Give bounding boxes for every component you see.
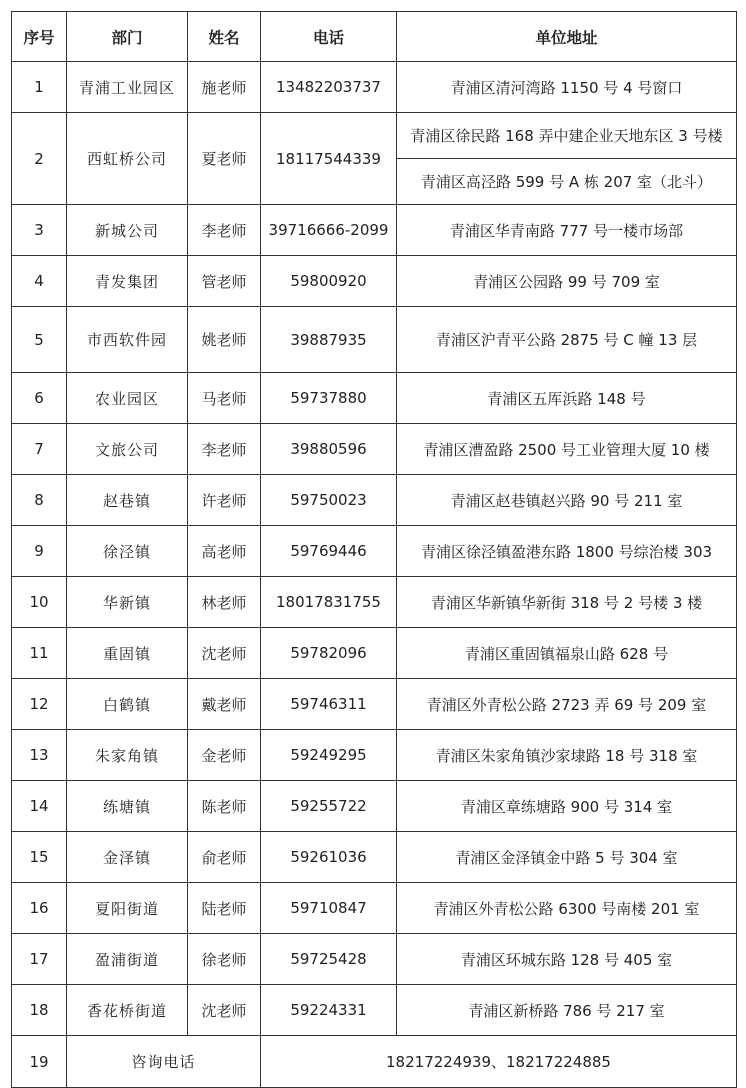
row-no: 18: [12, 985, 67, 1036]
row-phone: 59710847: [261, 883, 397, 934]
row-address: 青浦区章练塘路 900 号 314 室: [397, 781, 737, 832]
header-name: 姓名: [188, 12, 261, 62]
row-phone: 59800920: [261, 256, 397, 307]
row-address: 青浦区赵巷镇赵兴路 90 号 211 室: [397, 475, 737, 526]
row-no: 11: [12, 628, 67, 679]
row-address: 青浦区华青南路 777 号一楼市场部: [397, 205, 737, 256]
table-row: [12, 526, 737, 577]
row-name: 高老师: [188, 526, 261, 577]
footer-label: 咨询电话: [67, 1036, 261, 1088]
row-dept: 青发集团: [67, 256, 188, 307]
row-name: 陆老师: [188, 883, 261, 934]
table-row: [12, 934, 737, 985]
row-phone: 59224331: [261, 985, 397, 1036]
table-row: [12, 424, 737, 475]
table-row: [12, 781, 737, 832]
row-no: 13: [12, 730, 67, 781]
row-dept: 华新镇: [67, 577, 188, 628]
row-name: 林老师: [188, 577, 261, 628]
row-address: 青浦区沪青平公路 2875 号 C 幢 13 层: [397, 307, 737, 373]
row-name: 李老师: [188, 424, 261, 475]
row-name: 马老师: [188, 373, 261, 424]
row-no: 1: [12, 62, 67, 113]
row-dept: 金泽镇: [67, 832, 188, 883]
row-no: 3: [12, 205, 67, 256]
row-name: 施老师: [188, 62, 261, 113]
row-dept: 文旅公司: [67, 424, 188, 475]
table-row: [12, 832, 737, 883]
row-dept: 重固镇: [67, 628, 188, 679]
contacts-table: [11, 11, 737, 1088]
row-no: 10: [12, 577, 67, 628]
row-dept: 西虹桥公司: [67, 113, 188, 205]
row-address: 青浦区五厍浜路 148 号: [397, 373, 737, 424]
row-no: 12: [12, 679, 67, 730]
row-phone: 59725428: [261, 934, 397, 985]
row-phone: 59255722: [261, 781, 397, 832]
row-name: 金老师: [188, 730, 261, 781]
row-phone: 59737880: [261, 373, 397, 424]
row-no: 4: [12, 256, 67, 307]
row-name: 姚老师: [188, 307, 261, 373]
row-no: 9: [12, 526, 67, 577]
row-no: 2: [12, 113, 67, 205]
table-row: [12, 307, 737, 373]
table-row: [12, 679, 737, 730]
row-phone: 18117544339: [261, 113, 397, 205]
table-row: [12, 628, 737, 679]
table-row: [12, 113, 737, 159]
header-dept: 部门: [67, 12, 188, 62]
header-no: 序号: [12, 12, 67, 62]
row-name: 徐老师: [188, 934, 261, 985]
footer-no: 19: [12, 1036, 67, 1088]
row-dept: 青浦工业园区: [67, 62, 188, 113]
row-address: 青浦区清河湾路 1150 号 4 号窗口: [397, 62, 737, 113]
row-phone: 59261036: [261, 832, 397, 883]
header-row: [12, 12, 737, 62]
row-phone: 39880596: [261, 424, 397, 475]
row-address-secondary: 青浦区高泾路 599 号 A 栋 207 室（北斗）: [397, 159, 737, 205]
table-row: [12, 62, 737, 113]
table-row: [12, 475, 737, 526]
row-dept: 练塘镇: [67, 781, 188, 832]
row-no: 6: [12, 373, 67, 424]
table-row: [12, 256, 737, 307]
row-no: 17: [12, 934, 67, 985]
table-row: [12, 883, 737, 934]
table-row: [12, 985, 737, 1036]
row-name: 沈老师: [188, 985, 261, 1036]
row-name: 沈老师: [188, 628, 261, 679]
row-phone: 39887935: [261, 307, 397, 373]
row-address: 青浦区漕盈路 2500 号工业管理大厦 10 楼: [397, 424, 737, 475]
row-dept: 香花桥街道: [67, 985, 188, 1036]
row-name: 俞老师: [188, 832, 261, 883]
row-no: 14: [12, 781, 67, 832]
row-address: 青浦区徐泾镇盈港东路 1800 号综治楼 303: [397, 526, 737, 577]
row-name: 管老师: [188, 256, 261, 307]
row-name: 李老师: [188, 205, 261, 256]
row-name: 许老师: [188, 475, 261, 526]
row-dept: 市西软件园: [67, 307, 188, 373]
table-row: [12, 373, 737, 424]
row-no: 8: [12, 475, 67, 526]
row-no: 16: [12, 883, 67, 934]
row-dept: 盈浦街道: [67, 934, 188, 985]
row-name: 夏老师: [188, 113, 261, 205]
row-address: 青浦区徐民路 168 弄中建企业天地东区 3 号楼: [397, 113, 737, 159]
footer-phones: 18217224939、18217224885: [261, 1036, 737, 1088]
row-address: 青浦区重固镇福泉山路 628 号: [397, 628, 737, 679]
row-address: 青浦区华新镇华新街 318 号 2 号楼 3 楼: [397, 577, 737, 628]
row-dept: 赵巷镇: [67, 475, 188, 526]
row-no: 5: [12, 307, 67, 373]
row-phone: 18017831755: [261, 577, 397, 628]
header-address: 单位地址: [397, 12, 737, 62]
row-no: 15: [12, 832, 67, 883]
row-dept: 白鹤镇: [67, 679, 188, 730]
row-no: 7: [12, 424, 67, 475]
row-address: 青浦区外青松公路 2723 弄 69 号 209 室: [397, 679, 737, 730]
row-address: 青浦区环城东路 128 号 405 室: [397, 934, 737, 985]
row-address: 青浦区朱家角镇沙家埭路 18 号 318 室: [397, 730, 737, 781]
row-phone: 13482203737: [261, 62, 397, 113]
row-dept: 徐泾镇: [67, 526, 188, 577]
row-address: 青浦区新桥路 786 号 217 室: [397, 985, 737, 1036]
row-phone: 59746311: [261, 679, 397, 730]
row-address: 青浦区外青松公路 6300 号南楼 201 室: [397, 883, 737, 934]
row-address: 青浦区金泽镇金中路 5 号 304 室: [397, 832, 737, 883]
header-phone: 电话: [261, 12, 397, 62]
row-phone: 59782096: [261, 628, 397, 679]
row-phone: 39716666-2099: [261, 205, 397, 256]
row-dept: 夏阳街道: [67, 883, 188, 934]
table-row: [12, 730, 737, 781]
row-phone: 59769446: [261, 526, 397, 577]
row-dept: 农业园区: [67, 373, 188, 424]
row-dept: 朱家角镇: [67, 730, 188, 781]
row-phone: 59750023: [261, 475, 397, 526]
row-address: 青浦区公园路 99 号 709 室: [397, 256, 737, 307]
row-name: 戴老师: [188, 679, 261, 730]
row-name: 陈老师: [188, 781, 261, 832]
table-row: [12, 577, 737, 628]
row-dept: 新城公司: [67, 205, 188, 256]
table-row: [12, 205, 737, 256]
row-phone: 59249295: [261, 730, 397, 781]
footer-row: [12, 1036, 737, 1088]
